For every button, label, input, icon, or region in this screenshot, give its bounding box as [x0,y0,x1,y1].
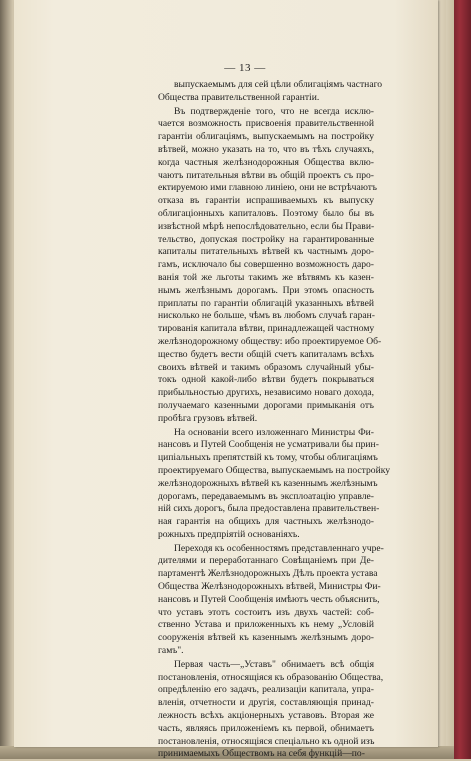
text-line: облигацiонныхъ капиталовъ. Поэтому было бы въ [158,207,374,219]
text-line: нисколько не больше, чѣмъ въ любомъ случаѣ гаран- [158,310,375,322]
text-line: сооруженiя вѣтвей къ казеннымъ желѣзнымъ доро- [158,632,374,644]
text-line: лежность всѣхъ акцiонерныхъ уставовъ. Вторая же [158,710,374,722]
text-line: дорогамъ, передаваемымъ въ эксплоатацiю управле- [158,490,374,502]
text-line: Общества Желѣзнодорожныхъ вѣтвей, Министры Фи- [158,581,381,593]
text-line: опредѣленiю его задачъ, реализацiи капитала, упра- [158,684,374,696]
text-line: приплаты по гарантiи облигацiй указанныхъ вѣтвей [158,297,374,309]
text-line: рожныхъ предпрiятiй основанiяхъ. [158,528,300,540]
text-line: вленiя, отчетности и другiя, составляющiя принад- [158,697,374,709]
text-line: Первая часть—„Уставъ" обнимаетъ всѣ общiя [174,658,374,670]
text-line: вѣтвей, можно указать на то, что въ тѣхъ случаяхъ, [158,143,374,155]
text-line: чается возможность присвоенiя правительственной [158,118,374,130]
text-line: часть, являясь приложенiемъ къ первой, обнимаетъ [158,722,374,734]
text-line: постановленiя, относящiяся спецiально къ одной изъ [158,735,375,747]
text-line: дителями и переработаннаго Совѣщанiемъ при Де- [158,555,374,567]
paragraph [158,658,384,761]
text-line: выпускаемымъ для сей цѣли облигацiямъ частнаго [174,79,383,90]
paragraph [158,542,384,658]
paragraph [158,105,382,426]
book-cover-edge [454,0,471,759]
text-line: нансовъ и Путей Сообщенiя не усматривали бы прин- [158,439,379,451]
text-line: пробѣга грузовъ вѣтвей. [158,412,258,424]
text-line: ная гарантiя на общихъ для частныхъ желѣзнодо- [158,516,374,528]
page-number: — 13 — [224,62,266,74]
text-line: отказа въ гарантiи испрашиваемыхъ къ выпуску [158,195,374,207]
body-text [158,79,391,761]
text-line: токъ одной какой-либо вѣтви будетъ покрываться [158,374,374,386]
text-line: Общества правительственной гарантiи. [158,91,320,103]
text-line: щество будетъ вести общiй счетъ капиталамъ всѣхъ [158,348,374,360]
text-line: прибыльностью другихъ, независимо новаго дохода, [158,387,374,399]
text-line: своихъ вѣтвей и такимъ образомъ случайный убы- [158,361,374,373]
text-line: гамъ". [158,645,184,657]
text-line: желѣзнодорожному обществу: ибо проектируемое Об- [158,335,382,347]
page-stack-edge [445,0,454,752]
book-gutter-shadow [0,0,14,759]
text-line: ванiя той же льготы такимъ же вѣтвямъ къ казен- [158,271,374,283]
text-line: Переходя къ особенностямъ представленнаго учре- [174,542,384,554]
text-line: принимаемыхъ Обществомъ на себя функцiй—по- [158,748,365,760]
text-line: тельство, допуская постройку на гарантированные [158,233,374,245]
text-line: нансовъ и Путей Сообщенiя имѣютъ честь объяснить, [158,593,380,605]
text-line: гарантiи облигацiямъ, выпускаемымъ на постройку [158,131,374,143]
text-line: извѣстной мѣрѣ непослѣдовательно, если бы Прави- [158,220,375,232]
text-line: что уставъ этотъ состоитъ изъ двухъ частей: соб- [158,606,374,618]
text-line: капиталы питательныхъ вѣтвей къ частнымъ доро- [158,246,374,258]
text-line: когда частныя желѣзнодорожныя Общества вклю- [158,156,374,168]
paragraph [158,426,391,542]
text-line: ектируемою ими главною линiею, они не встрѣчаютъ [158,182,377,194]
text-line: желѣзнодорожныхъ вѣтвей къ казеннымъ желѣзнымъ [158,477,378,489]
text-line: чаютъ питательныя вѣтви въ общiй проектъ съ про- [158,169,374,181]
text-line: Въ подтвержденiе того, что не всегда исклю- [174,105,374,117]
text-line: получаемаго казенными дорогами примыканiя отъ [158,399,374,411]
text-line: проектируемаго Общества, выпускаемымъ на постройку [158,464,391,476]
text-line: нымъ желѣзнымъ дорогамъ. При этомъ опасность [158,284,374,296]
text-line: тированiя капитала вѣтви, принадлежащей частному [158,323,375,335]
text-line: ственно Устава и приложенныхъ къ нему „Условiй [158,619,374,631]
text-line: гамъ, исключало бы совершенно возможность даро- [158,259,374,271]
text-line: На основанiи всего изложеннаго Министры Фи- [174,426,374,438]
text-line: партаментѣ Желѣзнодорожныхъ Дѣлъ проекта устава [158,568,378,580]
text-line: ципiальныхъ препятствiй къ тому, чтобы облигацiямъ [158,452,378,464]
text-line: нiй сихъ дорогъ, была предоставлена правительствен- [158,503,380,515]
text-line: постановленiя, относящiяся къ образованiю Общества, [158,671,384,683]
paragraph [158,79,383,105]
